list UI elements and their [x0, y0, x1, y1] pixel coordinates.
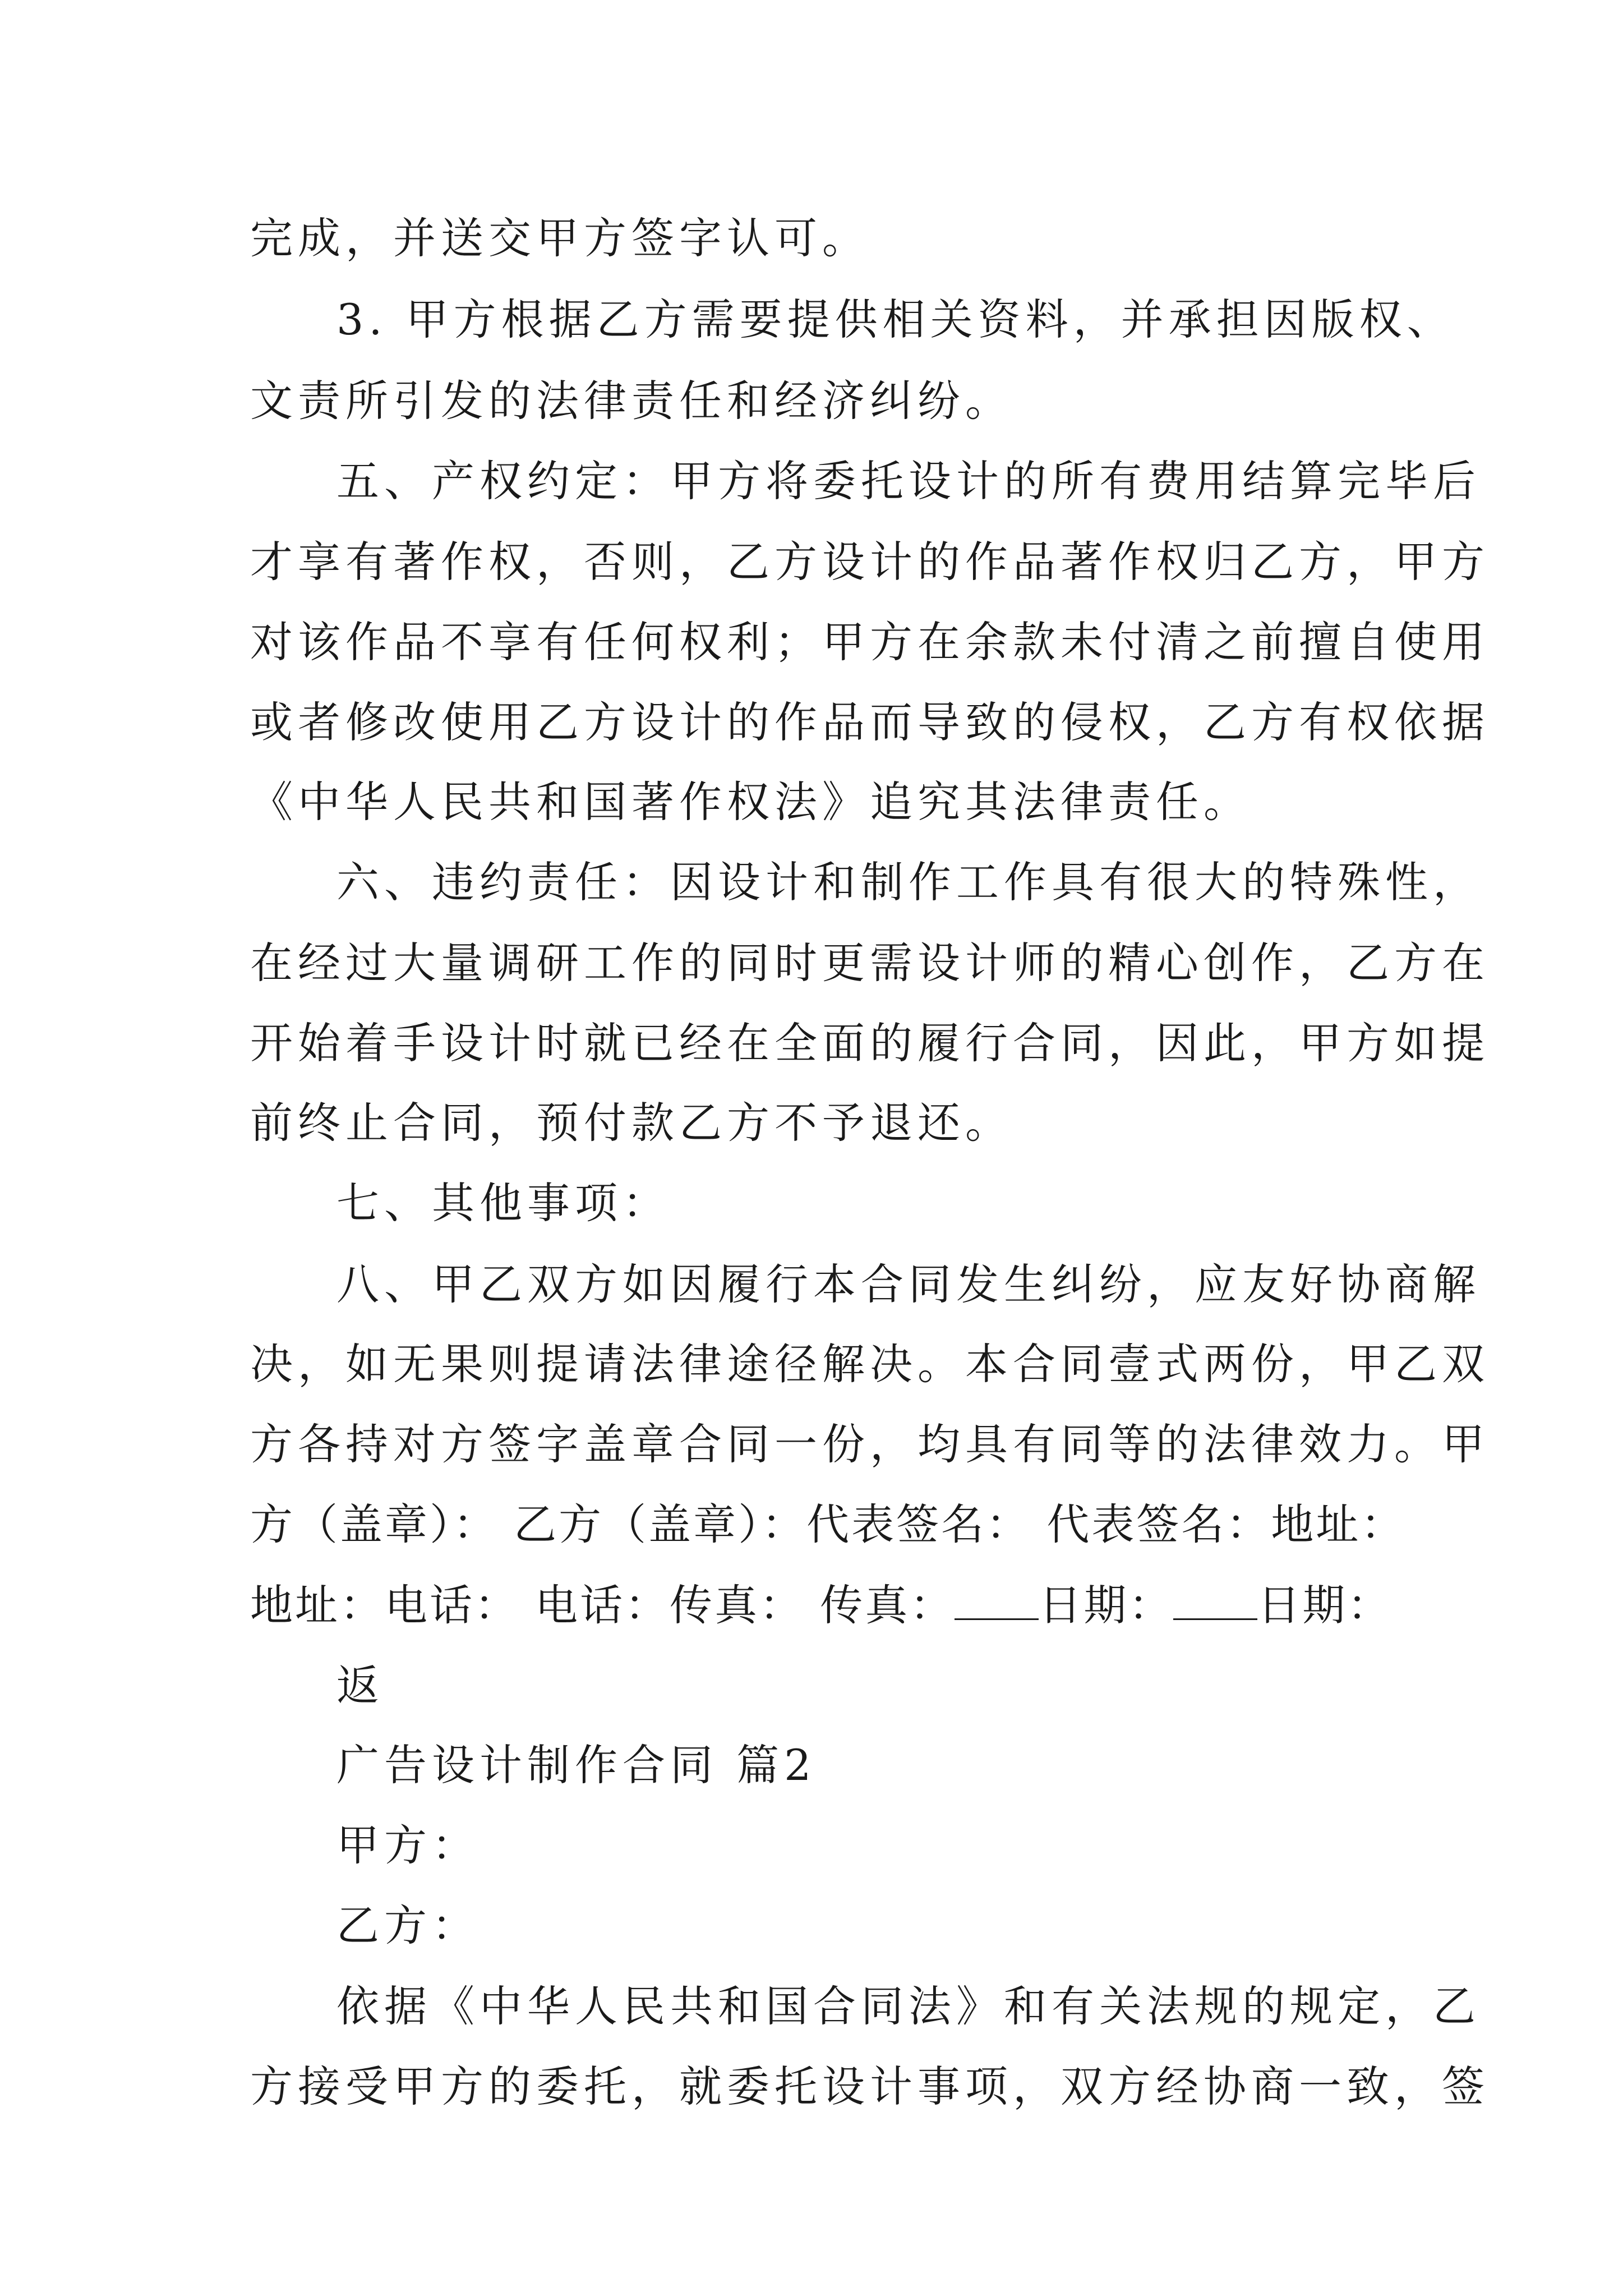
paragraph-line: 前终止合同，预付款乙方不予退还。: [250, 1098, 1013, 1148]
date-blank: [1173, 1582, 1257, 1620]
paragraph-line: 返: [336, 1660, 384, 1710]
party-b-label: 乙方：: [336, 1901, 479, 1950]
paragraph-line: 完成，并送交甲方签字认可。: [250, 213, 870, 263]
signature-fields-line: [0, 1577, 1623, 1634]
paragraph-line: 或者修改使用乙方设计的作品而导致的侵权，乙方有权依据: [250, 697, 1490, 747]
paragraph-line: 才享有著作权，否则，乙方设计的作品著作权归乙方，甲方: [250, 537, 1490, 587]
paragraph-line: 方（盖章）： 乙方（盖章）：代表签名： 代表签名：地址：: [250, 1499, 1406, 1549]
paragraph-line: 在经过大量调研工作的同时更需设计师的精心创作，乙方在: [250, 938, 1490, 988]
paragraph-line: 方各持对方签字盖章合同一份，均具有同等的法律效力。甲: [250, 1419, 1490, 1469]
date-label: 日期：: [1257, 1580, 1393, 1630]
paragraph-line: 开始着手设计时就已经在全面的履行合同，因此，甲方如提: [250, 1018, 1490, 1068]
paragraph-line: 五、产权约定：甲方将委托设计的所有费用结算完毕后: [336, 456, 1481, 506]
paragraph-line: 六、违约责任：因设计和制作工作具有很大的特殊性，: [336, 857, 1481, 907]
paragraph-line: 决，如无果则提请法律途径解决。本合同壹式两份，甲乙双: [250, 1339, 1490, 1389]
paragraph-line: 对该作品不享有任何权利；甲方在余款未付清之前擅自使用: [250, 617, 1490, 667]
date-label: 日期：: [1039, 1580, 1174, 1630]
paragraph-line: 文责所引发的法律责任和经济纠纷。: [250, 376, 1013, 426]
paragraph-line: 八、甲乙双方如因履行本合同发生纠纷，应友好协商解: [336, 1259, 1481, 1309]
paragraph-line: 3. 甲方根据乙方需要提供相关资料，并承担因版权、: [336, 295, 1455, 344]
party-a-label: 甲方：: [336, 1820, 479, 1870]
signature-fields-text: 地址：电话： 电话：传真： 传真：: [250, 1580, 955, 1630]
paragraph-line: 七、其他事项：: [336, 1178, 670, 1228]
section-heading: 广告设计制作合同 篇2: [336, 1740, 817, 1790]
date-blank: [955, 1582, 1039, 1620]
paragraph-line: 《中华人民共和国著作权法》追究其法律责任。: [250, 777, 1251, 827]
paragraph-line: 依据《中华人民共和国合同法》和有关法规的规定，乙: [336, 1981, 1481, 2031]
paragraph-line: 方接受甲方的委托，就委托设计事项，双方经协商一致，签: [250, 2062, 1490, 2111]
